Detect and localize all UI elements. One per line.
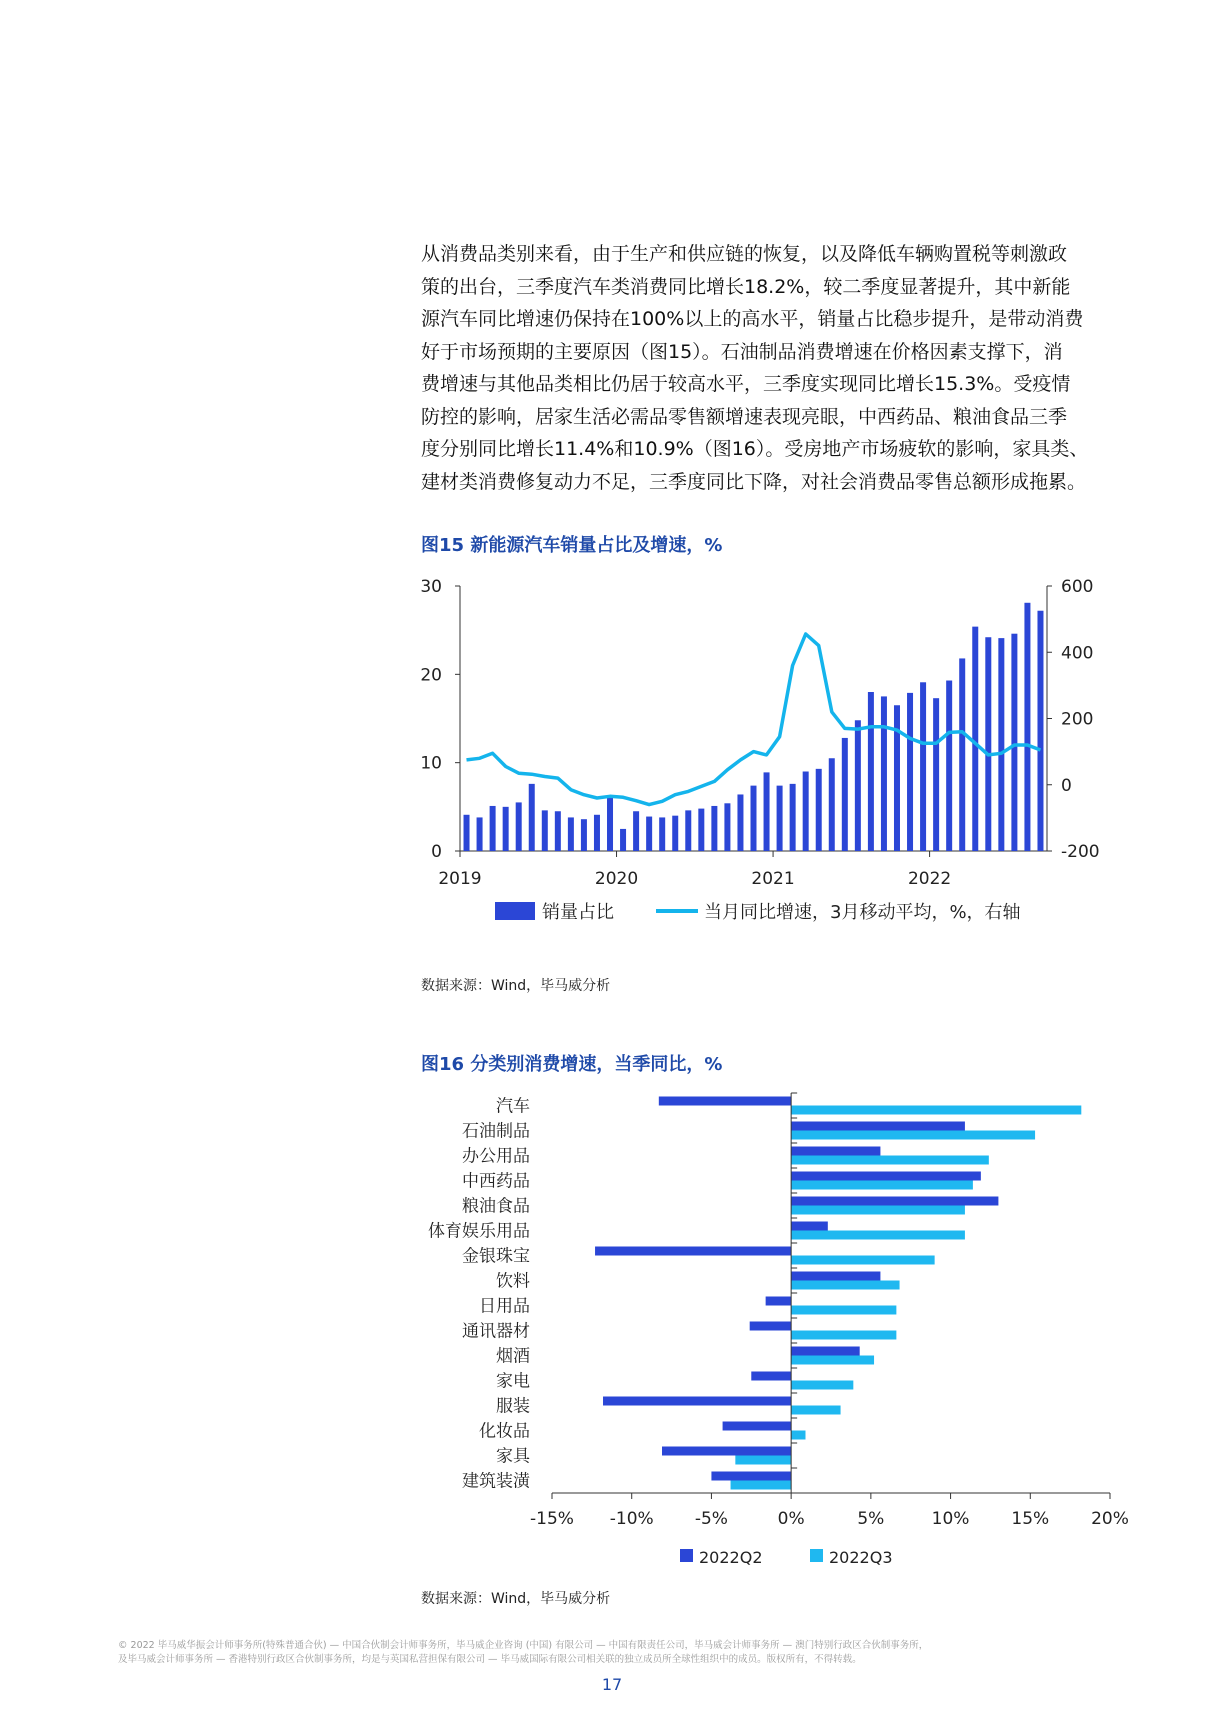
bar-2022q2: [766, 1297, 792, 1306]
bar-2022q2: [603, 1397, 791, 1406]
legend-label-2022q3: 2022Q3: [829, 1548, 893, 1567]
x-tick-label: 15%: [1011, 1509, 1050, 1529]
y-tick-label-right: -200: [1061, 842, 1100, 862]
bar-ev-share: [646, 817, 652, 851]
bar-ev-share: [959, 658, 965, 851]
line-yoy-growth: [467, 634, 1041, 805]
category-label: 家电: [496, 1371, 530, 1392]
paragraph-line: 源汽车同比增速仍保持在100%以上的高水平，销量占比稳步提升，是带动消费: [421, 308, 1084, 330]
x-tick-label: 2022: [907, 869, 952, 889]
legend-label-2022q2: 2022Q2: [699, 1548, 763, 1567]
bar-ev-share: [907, 693, 913, 851]
bar-ev-share: [698, 809, 704, 851]
bar-ev-share: [490, 806, 496, 851]
bar-ev-share: [803, 772, 809, 852]
bar-ev-share: [1037, 611, 1043, 851]
bar-2022q3: [791, 1306, 896, 1315]
bar-ev-share: [620, 829, 626, 851]
bar-2022q3: [791, 1131, 1035, 1140]
legend-label-line: 当月同比增速，3月移动平均，%，右轴: [704, 902, 1021, 923]
x-tick-label: 0%: [777, 1509, 805, 1529]
bar-2022q2: [791, 1347, 860, 1356]
legend-label-bar: 销量占比: [542, 902, 614, 923]
x-tick-label: 2019: [438, 869, 482, 889]
y-tick-label-right: 600: [1061, 578, 1094, 597]
bar-2022q2: [791, 1272, 880, 1281]
legend-swatch-bar: [495, 902, 535, 920]
bar-ev-share: [555, 811, 561, 851]
x-tick-label: -10%: [609, 1509, 654, 1529]
bar-2022q3: [731, 1481, 792, 1490]
category-label: 家具: [496, 1446, 530, 1467]
y-tick-label-right: 400: [1061, 643, 1094, 664]
y-tick-label-left: 30: [420, 578, 442, 597]
bar-2022q3: [791, 1256, 934, 1265]
bar-ev-share: [750, 786, 756, 851]
x-tick-label: 5%: [857, 1509, 885, 1529]
bar-2022q2: [791, 1222, 828, 1231]
bar-2022q3: [791, 1206, 965, 1215]
bar-2022q3: [791, 1156, 989, 1165]
figure15-title: 图15 新能源汽车销量占比及增速，%: [421, 535, 723, 556]
bar-2022q2: [791, 1172, 981, 1181]
bar-ev-share: [933, 698, 939, 851]
x-tick-label: 10%: [931, 1509, 970, 1529]
bar-2022q2: [751, 1372, 791, 1381]
bar-2022q2: [662, 1447, 791, 1456]
x-tick-label: -15%: [530, 1509, 574, 1529]
category-label: 饮料: [496, 1271, 530, 1292]
figure15-chart: [410, 578, 1130, 938]
bar-ev-share: [477, 817, 483, 851]
bar-ev-share: [659, 817, 665, 851]
bar-ev-share: [529, 784, 535, 851]
bar-2022q3: [791, 1356, 874, 1365]
bar-ev-share: [972, 627, 978, 851]
paragraph-line: 从消费品类别来看，由于生产和供应链的恢复，以及降低车辆购置税等刺激政: [421, 243, 1068, 265]
category-label: 通讯器材: [462, 1321, 530, 1342]
bar-ev-share: [868, 692, 874, 851]
bar-2022q3: [735, 1456, 791, 1465]
bar-2022q3: [791, 1281, 899, 1290]
y-tick-label-left: 20: [420, 665, 442, 686]
category-label: 金银珠宝: [462, 1246, 530, 1267]
bar-2022q2: [750, 1322, 791, 1331]
category-label: 粮油食品: [462, 1196, 530, 1217]
body-paragraph: [421, 238, 1141, 498]
bar-2022q3: [791, 1381, 853, 1390]
bar-ev-share: [581, 819, 587, 851]
category-label: 体育娱乐用品: [428, 1221, 530, 1242]
bar-ev-share: [829, 758, 835, 851]
bar-ev-share: [672, 816, 678, 851]
y-tick-label-left: 10: [420, 753, 442, 774]
paragraph-line: 度分别同比增长11.4%和10.9%（图16）。受房地产市场疲软的影响，家具类、: [421, 438, 1089, 460]
bar-2022q2: [791, 1197, 998, 1206]
bar-ev-share: [790, 784, 796, 851]
paragraph-line: 策的出台，三季度汽车类消费同比增长18.2%，较二季度显著提升，其中新能: [421, 275, 1071, 298]
bar-ev-share: [894, 705, 900, 851]
paragraph-line: 好于市场预期的主要原因（图15）。石油制品消费增速在价格因素支撑下，消: [421, 340, 1063, 363]
category-label: 化妆品: [479, 1421, 530, 1442]
x-tick-label: 20%: [1091, 1509, 1129, 1529]
figure15-source: 数据来源：Wind，毕马威分析: [421, 978, 611, 994]
bar-ev-share: [503, 807, 509, 851]
legend-swatch-2022q2: [680, 1549, 693, 1562]
bar-ev-share: [998, 638, 1004, 851]
footer-line: © 2022 毕马威华振会计师事务所(特殊普通合伙) — 中国合伙制会计师事务所，毕马威企业咨询 (中国) 有限公司 — 中国有限责任公司，毕马威会计师事务所 — 澳门特别行政区合伙制事务所，: [118, 1640, 929, 1651]
bar-ev-share: [607, 797, 613, 851]
x-tick-label: -5%: [694, 1509, 728, 1529]
bar-2022q3: [791, 1181, 973, 1190]
bar-2022q3: [791, 1331, 896, 1340]
bar-ev-share: [516, 802, 522, 851]
bar-ev-share: [1024, 603, 1030, 851]
bar-ev-share: [881, 696, 887, 851]
x-tick-label: 2020: [594, 869, 639, 889]
bar-2022q3: [791, 1431, 805, 1440]
bar-ev-share: [946, 681, 952, 851]
category-label: 办公用品: [462, 1146, 530, 1167]
footer-line: 及毕马威会计师事务所 — 香港特别行政区合伙制事务所，均是与英国私营担保有限公司 — 毕马威国际有限公司相关联的独立成员所全球性组织中的成员。版权所有，不得转载。: [118, 1654, 862, 1665]
bar-ev-share: [777, 786, 783, 851]
bar-ev-share: [920, 682, 926, 851]
category-label: 汽车: [496, 1096, 530, 1117]
paragraph-line: 建材类消费修复动力不足，三季度同比下降，对社会消费品零售总额形成拖累。: [421, 470, 1087, 493]
bar-ev-share: [633, 811, 639, 851]
footer-copyright: [118, 1639, 1108, 1667]
figure16-title: 图16 分类别消费增速，当季同比，%: [421, 1054, 723, 1075]
bar-ev-share: [685, 810, 691, 851]
bar-2022q2: [659, 1097, 791, 1106]
bar-ev-share: [985, 637, 991, 851]
category-label: 日用品: [479, 1296, 530, 1317]
figure16-source: 数据来源：Wind，毕马威分析: [421, 1591, 611, 1607]
bar-ev-share: [542, 810, 548, 851]
y-tick-label-left: 0: [431, 842, 442, 862]
bar-ev-share: [1011, 634, 1017, 851]
category-label: 烟酒: [496, 1346, 530, 1367]
page-number: 17: [601, 1675, 623, 1694]
bar-2022q2: [791, 1122, 965, 1131]
bar-2022q3: [791, 1106, 1081, 1115]
category-label: 建筑装潢: [462, 1471, 530, 1492]
bar-ev-share: [737, 794, 743, 851]
x-tick-label: 2021: [751, 869, 795, 889]
bar-2022q2: [791, 1147, 880, 1156]
bar-ev-share: [594, 815, 600, 851]
bar-ev-share: [568, 817, 574, 851]
bar-2022q2: [595, 1247, 791, 1256]
y-tick-label-right: 0: [1061, 775, 1072, 796]
y-tick-label-right: 200: [1061, 709, 1094, 730]
bar-ev-share: [764, 772, 770, 851]
bar-ev-share: [464, 815, 470, 851]
legend-swatch-2022q3: [810, 1549, 823, 1562]
bar-ev-share: [842, 738, 848, 851]
category-label: 中西药品: [462, 1171, 530, 1192]
category-label: 石油制品: [462, 1121, 530, 1142]
bar-2022q3: [791, 1231, 965, 1240]
category-label: 服装: [496, 1396, 530, 1417]
bar-ev-share: [711, 806, 717, 851]
bar-2022q2: [711, 1472, 791, 1481]
bar-2022q2: [723, 1422, 792, 1431]
paragraph-line: 费增速与其他品类相比仍居于较高水平，三季度实现同比增长15.3%。受疫情: [421, 373, 1071, 395]
bar-2022q3: [791, 1406, 840, 1415]
figure16-chart: [410, 1090, 1130, 1580]
bar-ev-share: [855, 720, 861, 851]
paragraph-line: 防控的影响，居家生活必需品零售额增速表现亮眼，中西药品、粮油食品三季: [421, 405, 1068, 428]
bar-ev-share: [724, 803, 730, 851]
bar-ev-share: [816, 769, 822, 851]
